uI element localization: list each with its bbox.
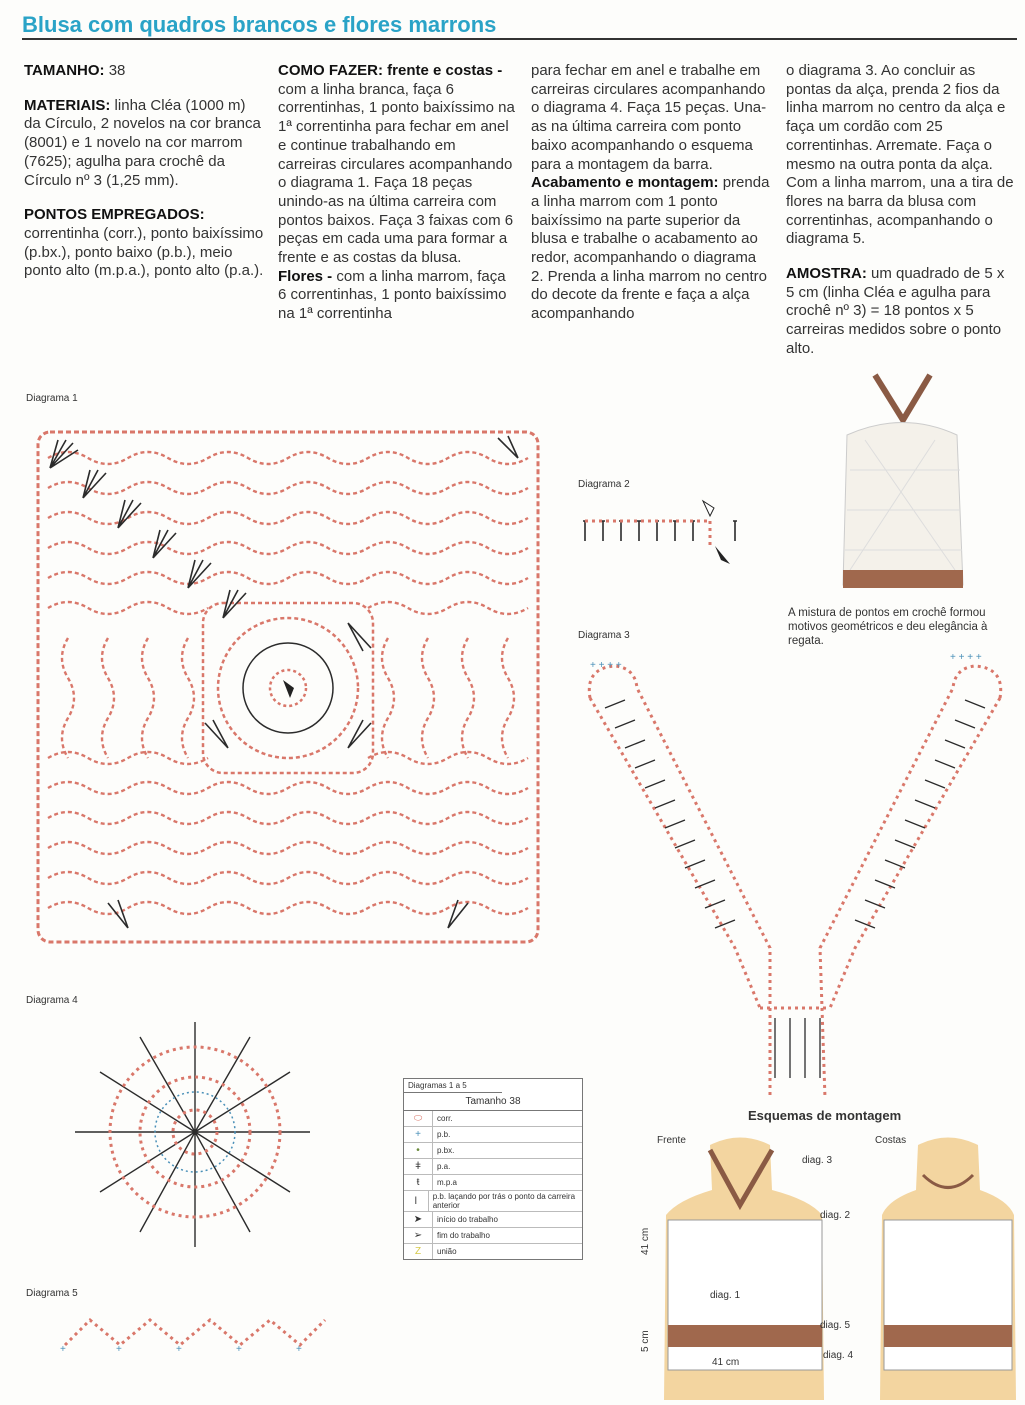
legend-size: Tamanho 38 xyxy=(404,1093,582,1111)
materiais-label: MATERIAIS: xyxy=(24,96,111,114)
back-post-icon: ǀ xyxy=(404,1191,429,1211)
legend-row xyxy=(404,1159,582,1175)
diag3-label: diag. 3 xyxy=(802,1155,833,1166)
diagram-3 xyxy=(575,648,1020,1098)
legend-label: união xyxy=(437,1247,457,1256)
diag1-label: diag. 1 xyxy=(710,1290,741,1301)
tamanho-label: TAMANHO: xyxy=(24,62,105,79)
pontos-text: correntinha (corr.), ponto baixíssimo (p.bx.), ponto baixo (p.b.), meio ponto alto (m.p.a.), ponto alto (p.a.). xyxy=(24,224,264,280)
amostra-label: AMOSTRA: xyxy=(786,265,867,283)
chain-icon: ⬭ xyxy=(404,1111,433,1126)
acabamento-label: Acabamento e montagem: xyxy=(531,174,719,192)
half-double-crochet-icon: ŧ xyxy=(404,1175,433,1190)
diagram-4 xyxy=(60,1012,330,1257)
start-arrow-icon: ➤ xyxy=(404,1212,433,1227)
legend-label: p.a. xyxy=(437,1162,451,1171)
legend-row xyxy=(404,1111,582,1127)
flores-text: com a linha marrom, faça 6 correntinhas, 1 ponto baixíssimo na 1ª correntinha xyxy=(278,267,507,323)
svg-text:+: + xyxy=(236,1344,242,1355)
legend-row xyxy=(404,1228,582,1244)
height-41-label: 41 cm xyxy=(640,1227,651,1255)
title-rule xyxy=(22,38,1017,40)
diagram-3-label: Diagrama 3 xyxy=(578,630,630,641)
col4-text: o diagrama 3. Ao concluir as pontas da alça, prenda 2 fios da linha marrom no centro da alça e faça um cordão com 25 correntinhas. Arremate. Faça o mesmo na outra ponta da alça. Com a linha marrom, una a tira de flores na barra da blusa com correntinhas, acompanhando o diagrama 5. xyxy=(786,62,1014,248)
diagram-2 xyxy=(580,496,745,571)
materiais-text: linha Cléa (1000 m) da Círculo, 2 novelos na cor branca (8001) e 1 novelo na cor marrom (7625); agulha para crochê da Círculo nº 3 (1,25 mm). xyxy=(24,96,261,189)
height-5-label: 5 cm xyxy=(640,1330,651,1352)
como-label: COMO FAZER: frente e costas - xyxy=(278,62,503,79)
schemes-title: Esquemas de montagem xyxy=(748,1108,902,1123)
column-2 xyxy=(278,62,516,324)
legend-row xyxy=(404,1191,582,1212)
single-crochet-icon: + xyxy=(404,1127,433,1142)
diagram-1 xyxy=(28,418,550,958)
svg-text:+: + xyxy=(296,1344,302,1355)
legend-label: fim do trabalho xyxy=(437,1231,490,1240)
blouse-photo xyxy=(835,370,970,595)
start-arrow-icon xyxy=(283,680,294,698)
legend-row xyxy=(404,1143,582,1159)
end-arrow-icon xyxy=(703,501,714,516)
tamanho-value: 38 xyxy=(104,62,126,79)
diagram-5-label: Diagrama 5 xyxy=(26,1288,78,1299)
acabamento-text: prenda a linha marrom com 1 ponto baixíssimo na parte superior da blusa e trabalhe o acabamento ao redor, acompanhando o diagrama 2. Prenda a linha marrom no centro do decote da frente e faça a alça acompanhando xyxy=(531,174,770,323)
diag4-label: diag. 4 xyxy=(823,1350,854,1361)
svg-text:+: + xyxy=(60,1344,66,1355)
slip-stitch-icon: • xyxy=(404,1143,433,1158)
double-crochet-icon: ǂ xyxy=(404,1159,433,1174)
legend-label: p.b. xyxy=(437,1130,451,1139)
legend-row xyxy=(404,1244,582,1259)
frente-label: Frente xyxy=(657,1135,686,1146)
diagram-2-label: Diagrama 2 xyxy=(578,479,630,490)
legend-row xyxy=(404,1212,582,1228)
start-arrow-icon xyxy=(715,546,730,564)
legend-row xyxy=(404,1175,582,1191)
como-text: com a linha branca, faça 6 correntinhas, 1 ponto baixíssimo na 1ª correntinha para fechar em anel e continue trabalhando em carreiras circulares acompanhando o diagrama 1. Faça 18 peças unindo-as na última carreira com pontos baixos. Faça 3 faixas com 6 peças em cada uma para formar a frente e as costas da blusa. xyxy=(278,80,515,267)
diag2-label: diag. 2 xyxy=(820,1210,851,1221)
legend-header: Diagramas 1 a 5 xyxy=(404,1079,502,1093)
legend-row xyxy=(404,1127,582,1143)
legend-label: início do trabalho xyxy=(437,1215,498,1224)
svg-text:+ + + +: + + + + xyxy=(590,660,622,671)
costas-label: Costas xyxy=(875,1135,907,1146)
page-title: Blusa com quadros brancos e flores marrons xyxy=(22,12,497,37)
svg-text:+: + xyxy=(116,1344,122,1355)
svg-text:+ + + +: + + + + xyxy=(950,652,982,663)
column-4 xyxy=(786,62,1016,375)
legend-label: p.bx. xyxy=(437,1146,455,1155)
legend-label: corr. xyxy=(437,1114,453,1123)
diagram-1-label: Diagrama 1 xyxy=(26,393,78,404)
end-arrow-icon: ➢ xyxy=(404,1228,433,1243)
width-41-label: 41 cm xyxy=(712,1357,740,1368)
join-icon: Z xyxy=(404,1244,433,1259)
flores-label: Flores - xyxy=(278,267,333,285)
scheme-back xyxy=(878,1130,1018,1400)
column-1 xyxy=(24,62,264,297)
scheme-front xyxy=(660,1130,833,1400)
col3-text: para fechar em anel e trabalhe em carreiras circulares acompanhando o diagrama 4. Faça 15 peças. Una-as na última carreira com ponto baixo acompanhando o esquema para a montagem da barra. xyxy=(531,62,767,173)
photo-caption: A mistura de pontos em crochê formou motivos geométricos e deu elegância à regata. xyxy=(788,607,988,647)
diagram-4-label: Diagrama 4 xyxy=(26,995,78,1006)
legend-label: m.p.a xyxy=(437,1178,458,1187)
svg-text:+: + xyxy=(176,1344,182,1355)
diag5-label: diag. 5 xyxy=(820,1320,851,1331)
pontos-label: PONTOS EMPREGADOS: xyxy=(24,206,205,224)
amostra-text: um quadrado de 5 x 5 cm (linha Cléa e agulha para crochê nº 3) = 18 pontos x 5 carreiras medidos sobre o ponto alto. xyxy=(786,265,1005,357)
diagram-5 xyxy=(60,1310,340,1355)
legend-box xyxy=(403,1078,583,1260)
legend-label: p.b. laçando por trás o ponto da carreira anterior xyxy=(432,1192,576,1210)
column-3 xyxy=(531,62,771,324)
